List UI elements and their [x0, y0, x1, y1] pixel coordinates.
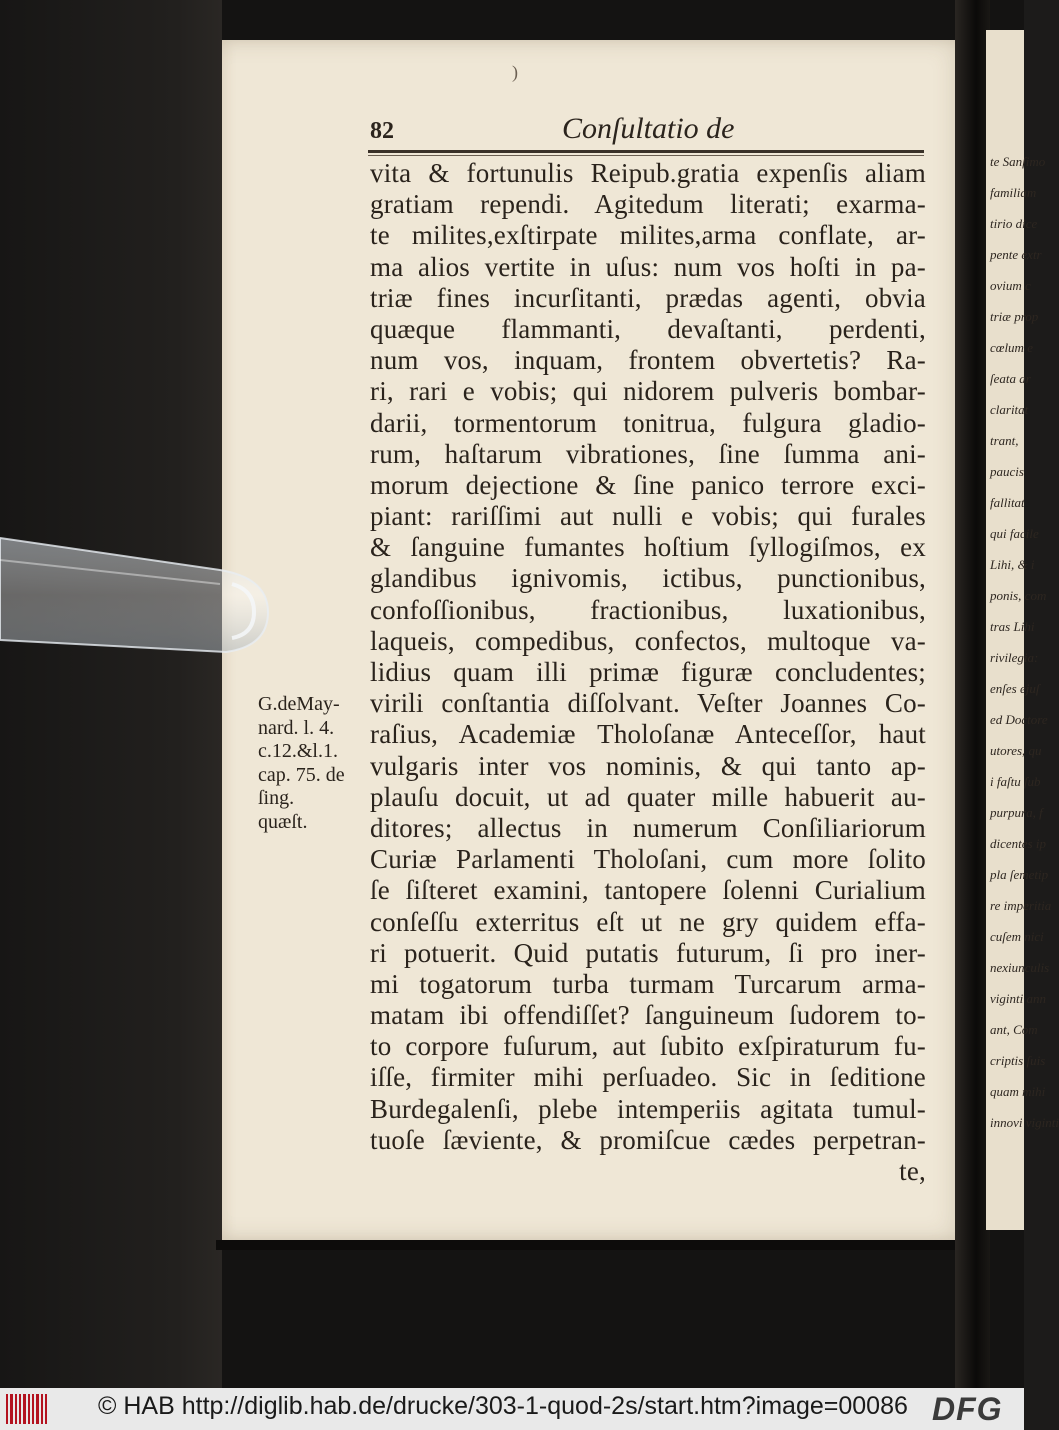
body-text	[370, 158, 926, 1187]
facing-page-fragment: fallitat	[990, 495, 1025, 510]
text-line: vita & fortunulis Reipub.gratia expenſis aliam	[370, 158, 926, 188]
hab-logo-icon	[6, 1394, 48, 1424]
margin-note-line: G.deMay-	[258, 693, 340, 715]
facing-page-fragment: trant,	[990, 433, 1019, 448]
text-line: matam ibi offendiſſet? ſanguineum ſudorem to-	[370, 1000, 926, 1031]
text-line: & ſanguine fumantes hoſtium ſyllogiſmos, ex	[370, 532, 926, 563]
text-line: Curiæ Parlamenti Tholoſani, cum more ſolito	[370, 844, 926, 875]
text-line: te milites,exſtirpate milites,arma conflate, ar-	[370, 220, 926, 251]
facing-page-fragment: ovium c	[990, 278, 1031, 293]
text-line: laqueis, compedibus, confectos, multoque va-	[370, 625, 926, 656]
facing-page-fragment: familiam	[990, 185, 1037, 200]
facing-page-fragment: dicentes ip	[990, 836, 1046, 851]
facing-page-fragment: cuſem nici	[990, 929, 1044, 944]
page-header	[370, 112, 930, 150]
glass-clip	[0, 520, 280, 660]
facing-page-fragment: pente extr	[990, 247, 1042, 262]
text-line: plauſu docuit, ut ad quater mille habuerit au-	[370, 781, 926, 812]
facing-page-fragment: purpura, f	[990, 805, 1043, 820]
book-gutter	[955, 0, 990, 1388]
text-line: ditores; allectus in numerum Conſiliariorum	[370, 812, 926, 843]
facing-page-fragment: qui facile	[990, 526, 1039, 541]
margin-note	[258, 693, 368, 834]
copyright-credit: © HAB http://diglib.hab.de/drucke/303-1-quod-2s/start.htm?image=00086	[98, 1392, 908, 1420]
footer-bar	[0, 1388, 1024, 1430]
facing-page-fragment: viginti ann	[990, 991, 1046, 1006]
facing-page-fragment: i faſtu ſub	[990, 774, 1041, 789]
facing-page-fragment: tras Lihi	[990, 619, 1035, 634]
scanner-background	[0, 0, 222, 1388]
facing-page-fragment: triæ prop	[990, 309, 1039, 324]
facing-page-fragment: claritat	[990, 402, 1029, 417]
text-line: virili conſtantia diſſolvant. Veſter Joannes Co-	[370, 688, 926, 719]
facing-page-fragment: paucis	[990, 464, 1024, 479]
text-line: conſeſſu exterritus eſt ut ne gry quidem effa-	[370, 906, 926, 937]
running-title: Conſultatio de	[562, 112, 735, 145]
facing-page-fragment: Lihi, & i	[990, 557, 1035, 572]
margin-note-line: nard. l. 4.	[258, 716, 335, 739]
page-number: 82	[370, 118, 394, 144]
dfg-logo: DFG	[932, 1391, 1003, 1427]
facing-page-fragment: ponis, com	[990, 588, 1047, 603]
text-line: tuoſe ſæviente, & promiſcue cædes perpetran-	[370, 1124, 926, 1155]
text-line: glandibus ignivomis, ictibus, punctionibus,	[370, 563, 926, 594]
margin-note-line: c.12.&l.1.	[258, 740, 338, 762]
facing-page-fragment: re imperitia	[990, 898, 1052, 913]
text-line: gratiam rependi. Agitedum literati; exarma-	[370, 189, 926, 220]
facing-page-fragment: cœlum e	[990, 340, 1033, 355]
facing-page-fragment: pla ſemetip	[990, 867, 1049, 882]
text-line: ri, rari e vobis; qui nidorem pulveris bombar-	[370, 376, 926, 407]
text-line: ri potuerit. Quid putatis futurum, ſi pro iner-	[370, 937, 926, 968]
text-line: num vos, inquam, frontem obvertetis? Ra-	[370, 345, 926, 376]
text-line: confoſſionibus, fractionibus, luxationibus,	[370, 594, 926, 625]
text-line: ma alios vertite in uſus: num vos hoſti in pa-	[370, 251, 926, 282]
facing-page-fragment: ed Doctore	[990, 712, 1048, 727]
text-line: triæ fines incurſitanti, prædas agenti, obvia	[370, 282, 926, 313]
page-bottom-shadow	[216, 1240, 976, 1250]
text-line: lidius quam illi primæ figuræ concludentes;	[370, 657, 926, 687]
margin-note-line: ſing.	[258, 787, 295, 809]
text-line: darii, tormentorum tonitrua, fulgura gladio-	[370, 407, 926, 438]
text-line: raſius, Academiæ Tholoſanæ Anteceſſor, haut	[370, 719, 926, 750]
text-line: Burdegalenſi, plebe intemperiis agitata tumul-	[370, 1093, 926, 1124]
facing-page-fragment: ſeata ar	[990, 371, 1031, 386]
facing-page-fragment: te Sanſimo	[990, 154, 1046, 169]
text-line: rum, haſtarum vibrationes, ſine ſumma ani-	[370, 438, 926, 469]
text-line: morum dejectione & ſine panico terrore exci-	[370, 469, 926, 500]
text-line: to corpore fuſurum, aut ſubito exſpiraturum fu-	[370, 1031, 926, 1062]
facing-page-fragment: innovi viginti	[990, 1115, 1059, 1130]
facing-page-fragment: utores, qu	[990, 743, 1042, 758]
facing-page-fragment: criptis ſuis	[990, 1053, 1046, 1068]
text-line: ſe ſiſteret examini, tantopere ſolenni Curialium	[370, 875, 926, 906]
catchword: te,	[899, 1156, 926, 1186]
facing-page	[986, 30, 1059, 1230]
text-line: piant: rariſſimi aut nulli e vobis; qui furales	[370, 501, 926, 532]
text-line: vulgaris inter vos nominis, & qui tanto ap-	[370, 750, 926, 781]
text-line: iſſe, firmiter mihi perſuadeo. Sic in ſeditione	[370, 1062, 926, 1093]
margin-note-line: quæſt.	[258, 810, 308, 833]
facing-page-fragment: ant, Com	[990, 1022, 1038, 1037]
facing-page-fragment: nexiunculis	[990, 960, 1050, 975]
facing-page-fragment: quam mihi	[990, 1084, 1046, 1099]
margin-note-line: cap. 75. de	[258, 763, 345, 786]
text-line: quæque flammanti, devaſtanti, perdenti,	[370, 313, 926, 344]
facing-page-fragment: tirio dice	[990, 216, 1038, 231]
facing-page-fragment: enſes ejuſ	[990, 681, 1040, 696]
text-line: mi togatorum turba turmam Turcarum arma-	[370, 968, 926, 999]
header-rule	[368, 150, 924, 153]
facing-page-fragment: rivilegia:	[990, 650, 1039, 665]
header-rule-thin	[368, 155, 924, 156]
stray-mark: )	[512, 62, 518, 82]
